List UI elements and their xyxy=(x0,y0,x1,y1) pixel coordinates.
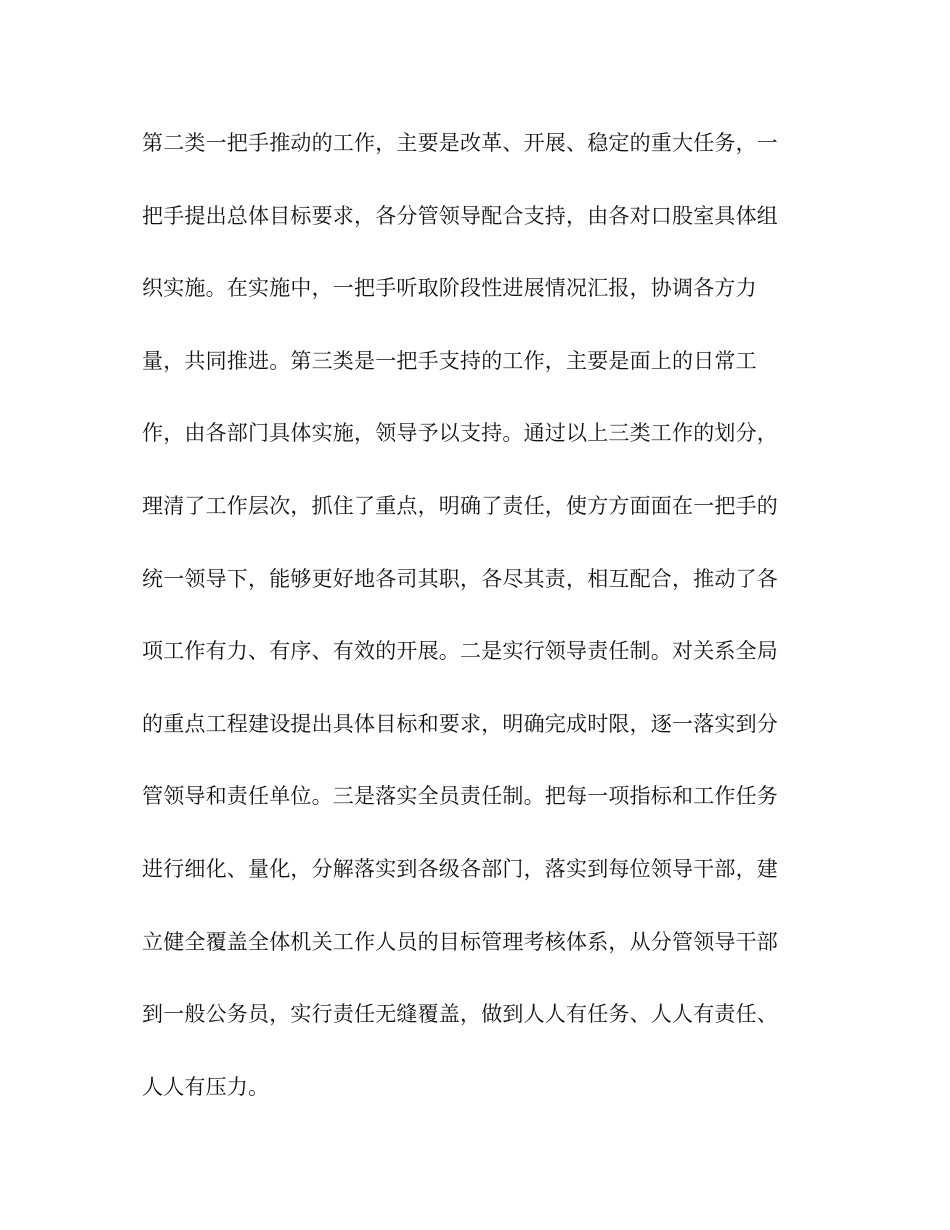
text-line: 量，共同推进。第三类是一把手支持的工作，主要是面上的日常工 xyxy=(142,348,757,373)
text-line: 人人有压力。 xyxy=(142,1074,270,1099)
body-paragraph xyxy=(142,125,802,1141)
text-line: 把手提出总体目标要求，各分管领导配合支持，由各对口股室具体组 xyxy=(142,203,778,228)
text-line: 项工作有力、有序、有效的开展。二是实行领导责任制。对关系全局 xyxy=(142,639,778,664)
text-line: 立健全覆盖全体机关工作人员的目标管理考核体系，从分管领导干部 xyxy=(142,929,778,954)
text-line: 作，由各部门具体实施，领导予以支持。通过以上三类工作的划分， xyxy=(142,421,778,446)
text-line: 第二类一把手推动的工作，主要是改革、开展、稳定的重大任务，一 xyxy=(142,131,778,155)
text-line: 管领导和责任单位。三是落实全员责任制。把每一项指标和工作任务 xyxy=(142,784,778,809)
text-line: 进行细化、量化，分解落实到各级各部门，落实到每位领导干部，建 xyxy=(142,856,778,881)
text-line: 到一般公务员，实行责任无缝覆盖，做到人人有任务、人人有责任、 xyxy=(142,1002,778,1027)
text-line: 的重点工程建设提出具体目标和要求，明确完成时限，逐一落实到分 xyxy=(142,711,778,736)
text-line: 统一领导下，能够更好地各司其职，各尽其责，相互配合，推动了各 xyxy=(142,566,778,591)
text-line: 理清了工作层次，抓住了重点，明确了责任，使方方面面在一把手的 xyxy=(142,493,778,518)
text-line: 织实施。在实施中，一把手听取阶段性进展情况汇报，协调各方力 xyxy=(142,276,757,301)
